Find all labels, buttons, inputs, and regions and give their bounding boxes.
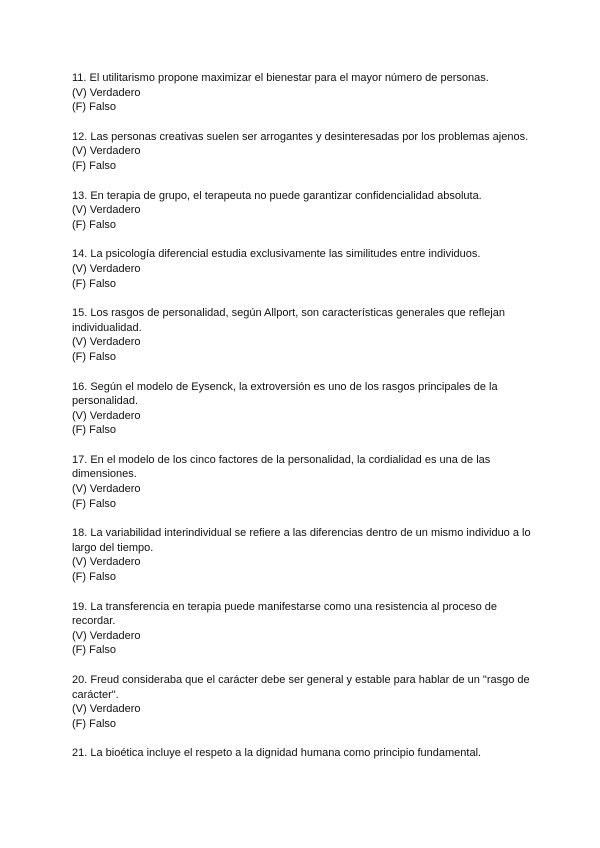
option-true: (V) Verdadero [72, 409, 141, 422]
option-true: (V) Verdadero [72, 556, 141, 569]
option-false: (F) Falso [72, 644, 116, 657]
option-false: (F) Falso [72, 424, 116, 437]
option-true: (V) Verdadero [72, 204, 141, 217]
option-false: (F) Falso [72, 218, 116, 231]
option-true: (V) Verdadero [72, 262, 141, 275]
question-text: 19. La transferencia en terapia puede manifestarse como una resistencia al proceso de recordar. [72, 600, 497, 628]
question-item [72, 453, 532, 511]
question-text: 12. Las personas creativas suelen ser arrogantes y desinteresadas por los problemas ajenos. [72, 130, 529, 143]
question-item [72, 306, 532, 364]
question-text: 20. Freud consideraba que el carácter debe ser general y estable para hablar de un "rasgo de carácter". [72, 674, 530, 701]
option-false: (F) Falso [72, 717, 116, 730]
document-page [72, 71, 532, 776]
option-false: (F) Falso [72, 497, 116, 510]
question-text: 18. La variabilidad interindividual se refiere a las diferencias dentro de un mismo individuo a lo largo del tiempo. [72, 527, 531, 554]
question-item [72, 380, 532, 438]
question-text: 11. El utilitarismo propone maximizar el bienestar para el mayor número de personas. [72, 72, 489, 84]
question-item [72, 247, 532, 291]
option-true: (V) Verdadero [72, 145, 141, 158]
option-true: (V) Verdadero [72, 703, 141, 716]
question-text: 14. La psicología diferencial estudia exclusivamente las similitudes entre individuos. [72, 248, 481, 261]
option-false: (F) Falso [72, 277, 116, 290]
question-text: 17. En el modelo de los cinco factores de la personalidad, la cordialidad es una de las dimensiones. [72, 453, 491, 481]
question-text: 21. La bioética incluye el respeto a la dignidad humana como principio fundamental. [72, 747, 482, 760]
option-true: (V) Verdadero [72, 336, 141, 349]
option-false: (F) Falso [72, 101, 116, 114]
option-false: (F) Falso [72, 571, 116, 584]
question-text: 13. En terapia de grupo, el terapeuta no puede garantizar confidencialidad absoluta. [72, 189, 482, 202]
option-false: (F) Falso [72, 159, 116, 172]
question-item [72, 673, 532, 731]
question-item [72, 526, 532, 584]
option-true: (V) Verdadero [72, 86, 141, 99]
question-item [72, 130, 532, 174]
option-true: (V) Verdadero [72, 629, 141, 642]
question-item [72, 71, 532, 115]
question-text: 15. Los rasgos de personalidad, según Allport, son características generales que reflejan individualidad. [72, 307, 505, 334]
question-text: 16. Según el modelo de Eysenck, la extroversión es uno de los rasgos principales de la personalidad. [72, 380, 498, 408]
question-item [72, 746, 532, 761]
option-true: (V) Verdadero [72, 483, 141, 496]
question-item [72, 600, 532, 658]
question-item [72, 189, 532, 233]
option-false: (F) Falso [72, 350, 116, 363]
